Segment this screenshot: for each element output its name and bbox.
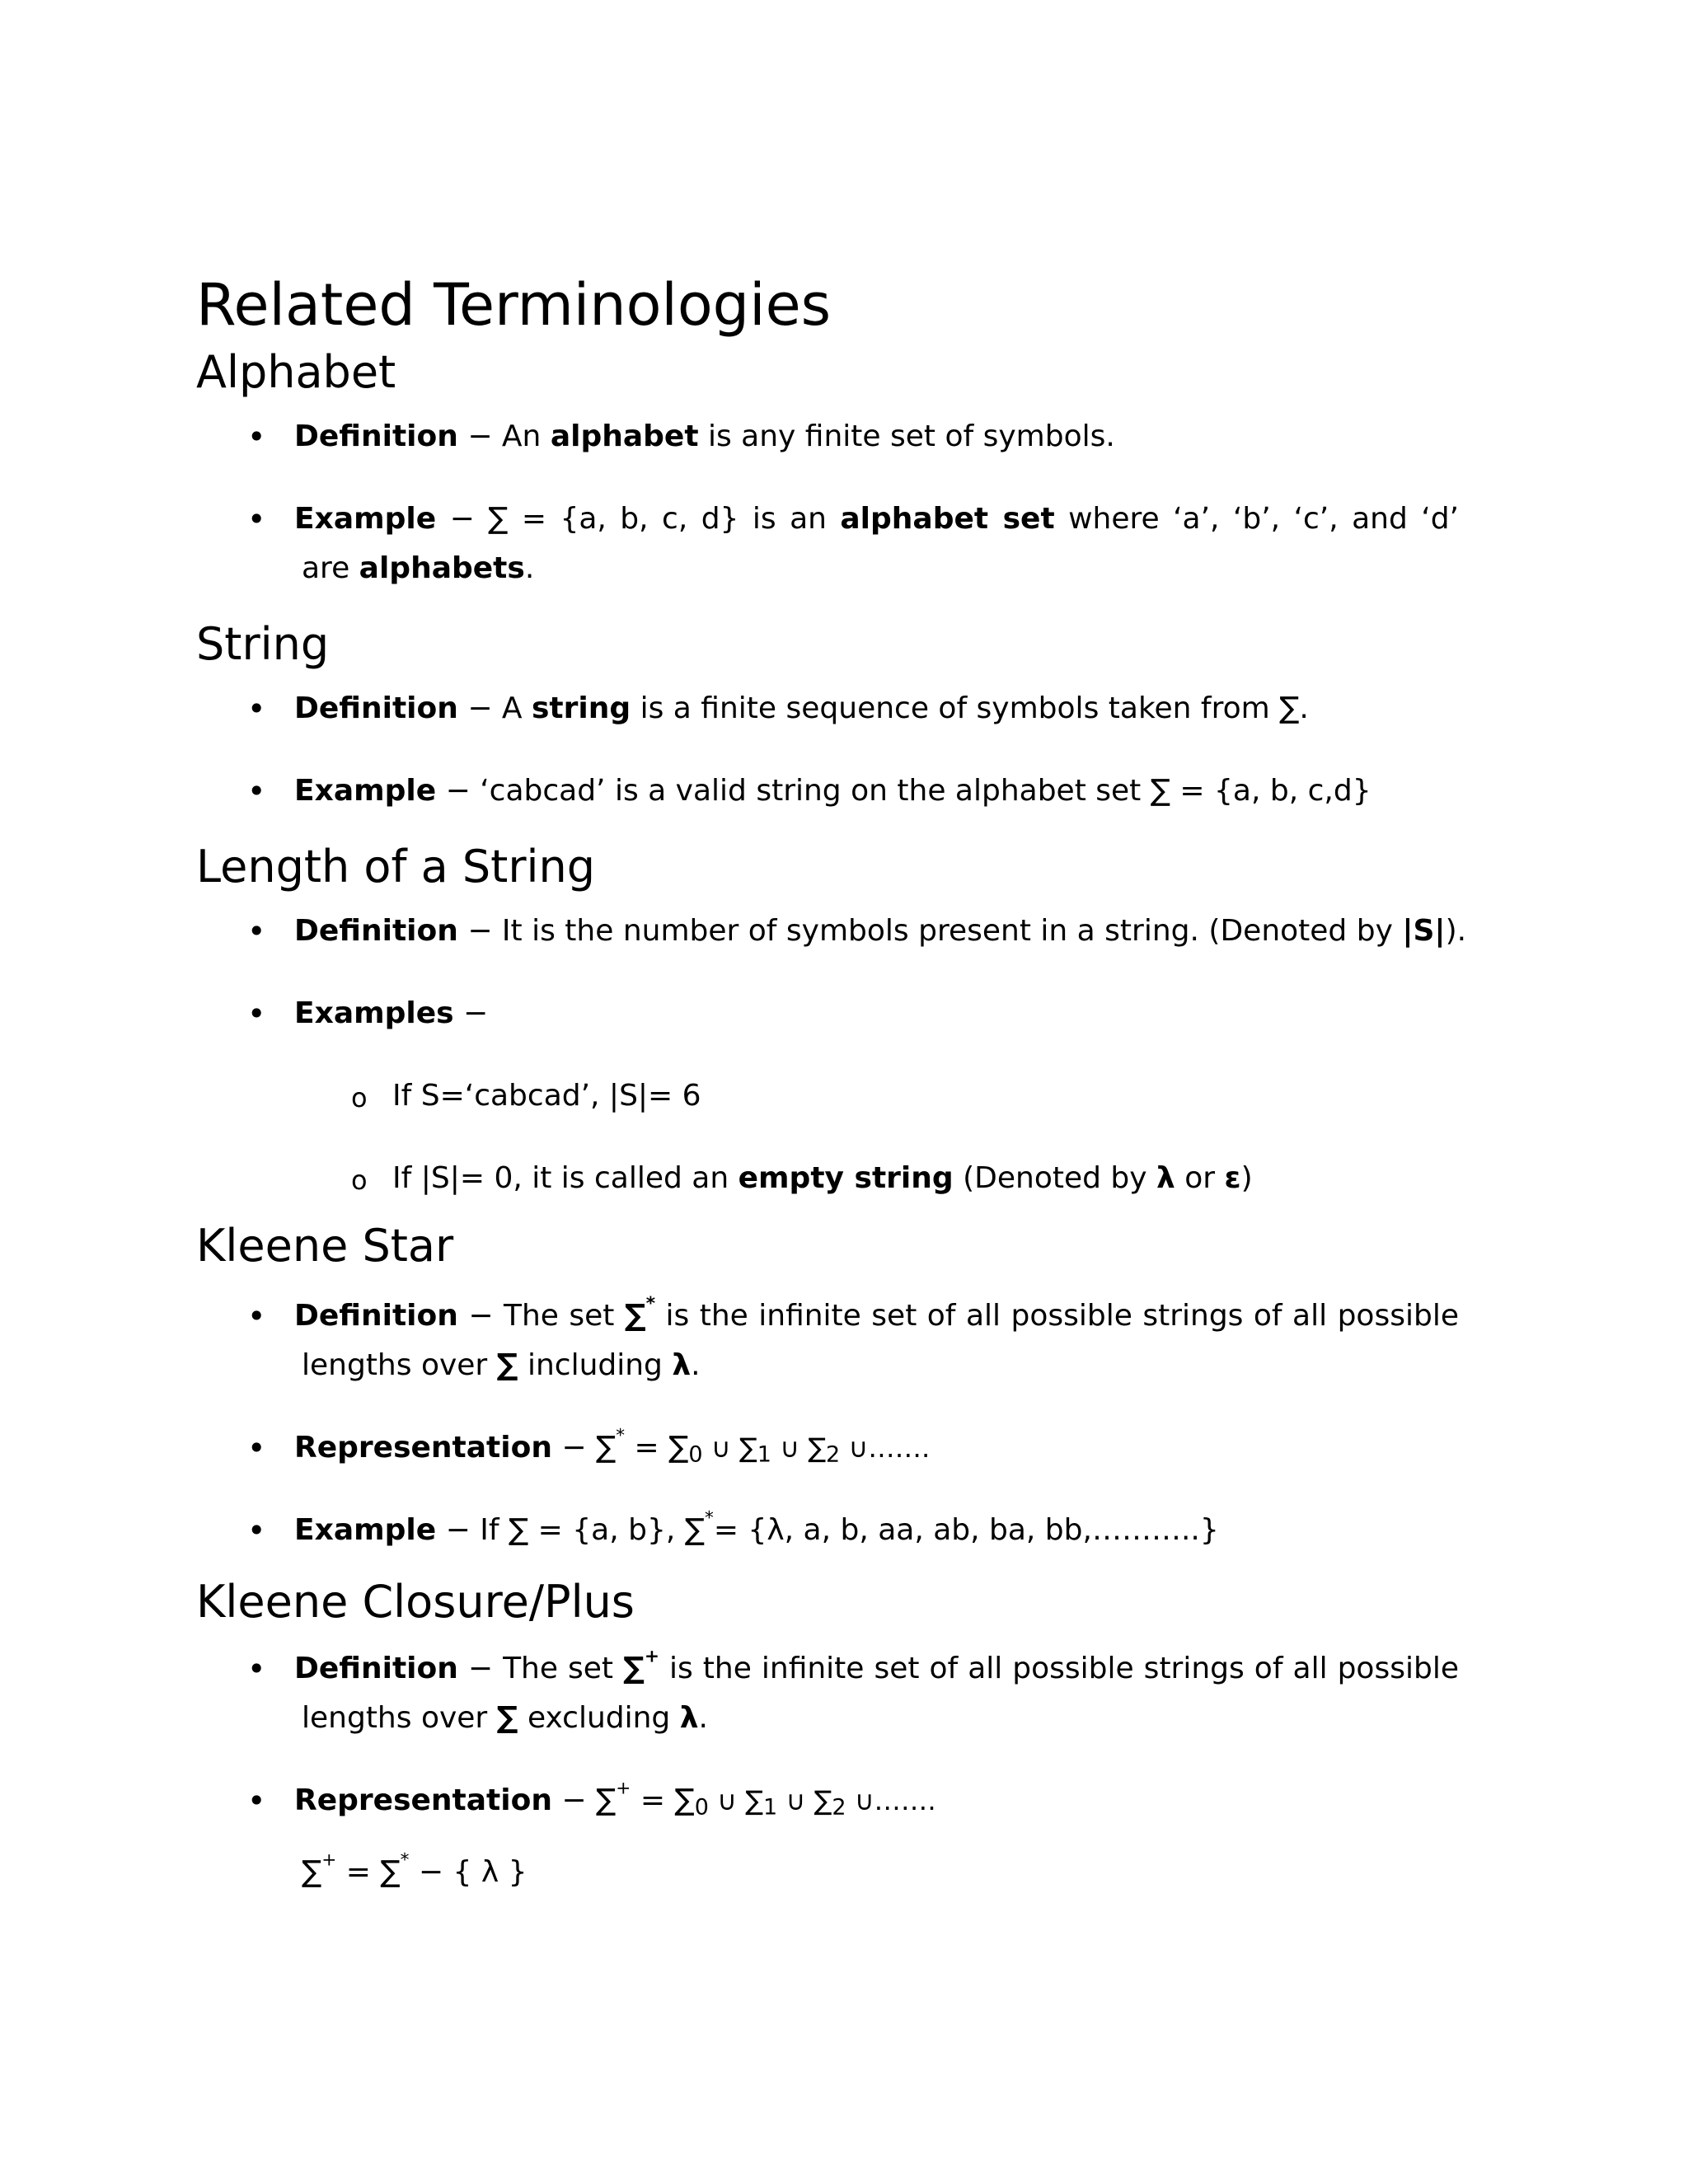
length-examples bbox=[294, 996, 488, 1032]
epsilon-symbol: ε bbox=[1224, 1161, 1241, 1195]
text: (Denoted by bbox=[953, 1161, 1157, 1195]
text: = ∑ bbox=[631, 1783, 695, 1817]
alphabet-example bbox=[294, 501, 1459, 537]
superscript: + bbox=[321, 1849, 337, 1871]
superscript: + bbox=[644, 1646, 659, 1667]
text: = ∑ bbox=[336, 1855, 401, 1889]
text: − A bbox=[457, 691, 532, 725]
lambda-symbol: λ bbox=[1156, 1161, 1175, 1195]
kleene-star-representation bbox=[294, 1425, 931, 1468]
text: ∪……. bbox=[846, 1785, 936, 1816]
text: ). bbox=[1445, 914, 1467, 948]
label: Example bbox=[294, 774, 437, 808]
term: alphabet bbox=[550, 419, 699, 453]
bullet: • bbox=[247, 691, 266, 727]
bullet: • bbox=[247, 419, 266, 455]
superscript: * bbox=[645, 1293, 656, 1315]
text: is the infinite set of all possible strings of all possible bbox=[659, 1652, 1459, 1685]
bullet: • bbox=[247, 1298, 266, 1334]
text: − ∑ bbox=[551, 1783, 617, 1817]
bullet: • bbox=[247, 1783, 266, 1819]
subscript: 2 bbox=[832, 1794, 846, 1821]
text: = ∑ bbox=[625, 1431, 689, 1465]
text: ∪ ∑ bbox=[708, 1785, 764, 1816]
text: ) bbox=[1240, 1161, 1253, 1195]
kleene-plus-definition-line2 bbox=[302, 1700, 708, 1736]
lambda-symbol: λ bbox=[679, 1701, 699, 1735]
heading-alphabet: Alphabet bbox=[196, 346, 396, 398]
kleene-star-example bbox=[294, 1507, 1219, 1549]
length-example-1: If S=‘cabcad’, |S|= 6 bbox=[392, 1079, 701, 1113]
term: |S| bbox=[1402, 914, 1446, 948]
alphabet-definition bbox=[294, 419, 1115, 455]
sigma-symbol: ∑ bbox=[496, 1701, 518, 1735]
text: . bbox=[698, 1701, 708, 1735]
bullet: • bbox=[247, 773, 266, 809]
label: Example bbox=[294, 502, 437, 536]
heading-string: String bbox=[196, 618, 330, 670]
label: Definition bbox=[294, 419, 458, 453]
label: Representation bbox=[294, 1783, 552, 1817]
bullet: • bbox=[247, 1430, 266, 1466]
lambda-symbol: λ bbox=[672, 1348, 692, 1382]
text: − bbox=[453, 996, 489, 1030]
string-example bbox=[294, 773, 1372, 809]
term: string bbox=[532, 691, 631, 725]
page-title: Related Terminologies bbox=[196, 271, 832, 339]
text: If |S|= 0, it is called an bbox=[392, 1161, 738, 1195]
kleene-plus-formula bbox=[302, 1849, 528, 1891]
sigma-symbol: ∑ bbox=[623, 1652, 645, 1685]
length-example-2 bbox=[392, 1160, 1253, 1197]
subscript: 1 bbox=[757, 1441, 771, 1468]
bullet: • bbox=[247, 1512, 266, 1549]
text: ∪……. bbox=[840, 1432, 931, 1464]
kleene-star-definition-line2 bbox=[302, 1347, 701, 1384]
subscript: 2 bbox=[826, 1441, 841, 1468]
text: − ∑ = {a, b, c, d} is an bbox=[436, 502, 841, 536]
text: excluding bbox=[518, 1701, 680, 1735]
text: where ‘a’, ‘b’, ‘c’, and ‘d’ bbox=[1054, 502, 1459, 536]
text: − An bbox=[457, 419, 551, 453]
heading-kleene-plus: Kleene Closure/Plus bbox=[196, 1576, 635, 1628]
text: − The set bbox=[457, 1299, 625, 1333]
string-definition bbox=[294, 691, 1309, 727]
text: ∪ ∑ bbox=[777, 1785, 832, 1816]
superscript: * bbox=[400, 1849, 410, 1871]
superscript: + bbox=[616, 1778, 631, 1799]
subscript: 0 bbox=[694, 1794, 709, 1821]
label: Examples bbox=[294, 996, 454, 1030]
sigma-symbol: ∑ bbox=[624, 1299, 646, 1333]
label: Definition bbox=[294, 1652, 458, 1685]
bullet: • bbox=[247, 996, 266, 1032]
alphabet-example-line2 bbox=[302, 551, 534, 587]
superscript: * bbox=[616, 1425, 626, 1446]
text: including bbox=[518, 1348, 673, 1382]
text: ∪ ∑ bbox=[702, 1432, 757, 1464]
text: . bbox=[691, 1348, 701, 1382]
subscript: 0 bbox=[688, 1441, 703, 1468]
sigma-symbol: ∑ bbox=[496, 1348, 518, 1382]
text: − { λ } bbox=[409, 1855, 528, 1889]
text: ∪ ∑ bbox=[771, 1432, 827, 1464]
length-definition bbox=[294, 913, 1466, 949]
text: = {λ, a, b, aa, ab, ba, bb,………..} bbox=[713, 1513, 1219, 1547]
text: is a finite sequence of symbols taken from ∑. bbox=[631, 691, 1309, 725]
term: empty string bbox=[738, 1161, 954, 1195]
superscript: * bbox=[705, 1507, 714, 1529]
text: or bbox=[1175, 1161, 1225, 1195]
sub-bullet: o bbox=[351, 1082, 368, 1113]
text: lengths over bbox=[302, 1701, 497, 1735]
kleene-plus-representation bbox=[294, 1778, 936, 1821]
label: Definition bbox=[294, 914, 458, 948]
heading-length: Length of a String bbox=[196, 841, 596, 893]
text: − ∑ bbox=[551, 1431, 617, 1465]
kleene-star-definition bbox=[294, 1293, 1459, 1334]
kleene-plus-definition bbox=[294, 1646, 1459, 1687]
text: . bbox=[524, 551, 535, 585]
text: − The set bbox=[457, 1652, 624, 1685]
subscript: 1 bbox=[763, 1794, 778, 1821]
text: − If ∑ = {a, b}, ∑ bbox=[436, 1513, 706, 1547]
text: − ‘cabcad’ is a valid string on the alphabet set ∑ = {a, b, c,d} bbox=[436, 774, 1372, 808]
label: Definition bbox=[294, 691, 458, 725]
bullet: • bbox=[247, 501, 266, 537]
label: Representation bbox=[294, 1431, 552, 1465]
term: alphabets bbox=[359, 551, 525, 585]
label: Example bbox=[294, 1513, 437, 1547]
text: − It is the number of symbols present in a string. (Denoted by bbox=[457, 914, 1403, 948]
text: are bbox=[302, 551, 359, 585]
label: Definition bbox=[294, 1299, 458, 1333]
bullet: • bbox=[247, 1651, 266, 1687]
text: is any finite set of symbols. bbox=[698, 419, 1115, 453]
sub-bullet: o bbox=[351, 1165, 368, 1196]
text: ∑ bbox=[302, 1855, 322, 1889]
bullet: • bbox=[247, 913, 266, 949]
heading-kleene-star: Kleene Star bbox=[196, 1220, 454, 1272]
text: is the infinite set of all possible strings of all possible bbox=[655, 1299, 1459, 1333]
term: alphabet set bbox=[840, 502, 1055, 536]
text: lengths over bbox=[302, 1348, 497, 1382]
